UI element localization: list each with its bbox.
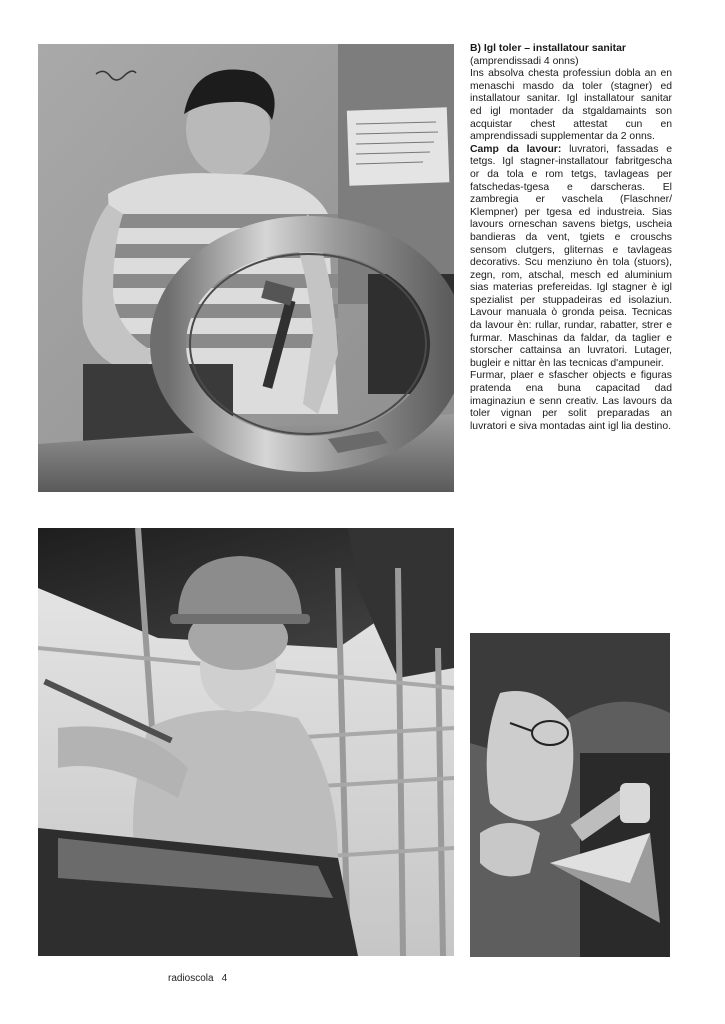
workshop-photo-cylinder: [38, 44, 454, 492]
publication-name: radioscola: [168, 973, 214, 984]
hammering-photo-glasses-image: [470, 633, 670, 957]
hammering-photo-glasses: [470, 633, 670, 957]
article-intro: Ins absolva chesta professiun dobla an en menaschi masdo da toler (stagner) ed installatour sanitar. Igl installatour sanitar ed igl montader da stgaldamaints son acquistar chest attestat cun en amprendissadi supplementar da 2 onns.: [470, 68, 672, 143]
scaffolding-photo-hardhat: [38, 528, 454, 956]
section-label: Camp da lavour:: [470, 143, 562, 155]
article-section: [470, 144, 672, 371]
article-heading: B) Igl toler – installatour sanitar: [470, 43, 626, 54]
article-column: [470, 43, 672, 433]
article-closing: Furmar, plaer e sfascher objects e figuras pratenda ena buna capacitad dad imaginaziun e senn creativ. Las lavours da toler vignan per solit preparadas an luvratori e siva montadas aint igl lia destino.: [470, 370, 672, 432]
page-footer: [168, 973, 227, 984]
page-number: 4: [221, 973, 228, 984]
article-subheading: (amprendissadi 4 onns): [470, 55, 579, 67]
scaffolding-photo-hardhat-image: [38, 528, 454, 956]
section-text: luvratori, fassadas e tetgs. Igl stagner-installatour fabritgescha or da tola e rom tetgs, tavlageas per fatschedas-tgesa e darscheras. El zambregia er vaschela (Flaschner/ Klempner) per tgesa ed industreia. Sias lavours orneschan savens bietgs, uscheia bandieras da vent, tgiets e crouschs sensom clutgers, gliternas e tavlageas decorativs. Scu menziuno èn tola (stuors), zegn, rom, atschal, mesch ed aluminium sias materias prefereidas. Igl stagner è igl spezialist per stuppadeiras ed isolaziun. Lavour manuala ò gronda peisa. Tecnicas da lavour èn: rullar, rundar, rabatter, strer e furmar. Maschinas da faldar, da taglier e storscher cattainsa an luvratori. Lutager, bugleir e nittar èn las tecnicas d'ampuneir.: [470, 143, 672, 369]
workshop-photo-cylinder-image: [38, 44, 454, 492]
